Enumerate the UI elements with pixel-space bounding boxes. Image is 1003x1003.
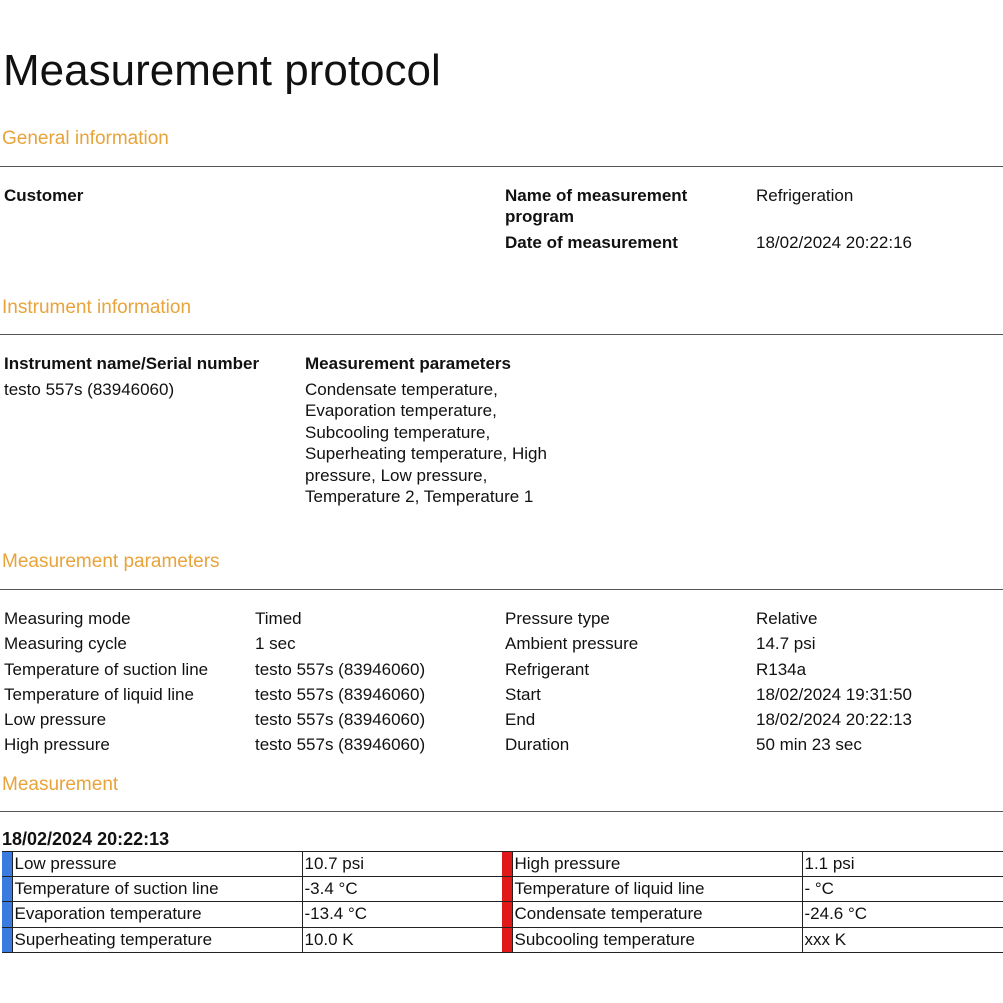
param-value: 18/02/2024 20:22:13 — [756, 710, 912, 730]
param-label: Temperature of suction line — [4, 659, 209, 679]
measurement-value: -13.4 °C — [302, 902, 502, 927]
measurement-value: xxx K — [802, 927, 1003, 952]
param-label: Duration — [505, 735, 570, 755]
measurement-value: 10.0 K — [302, 927, 502, 952]
table-row — [2, 852, 1003, 877]
section-divider — [0, 589, 1003, 590]
measurement-value: - °C — [802, 877, 1003, 902]
section-divider — [0, 166, 1003, 167]
low-side-indicator — [2, 927, 12, 952]
low-side-indicator — [2, 877, 12, 902]
params-left-values — [255, 606, 425, 758]
params-right-labels — [505, 606, 638, 758]
params-left-labels — [4, 606, 208, 758]
high-side-indicator — [502, 852, 512, 877]
measurement-label: Superheating temperature — [12, 927, 302, 952]
high-side-indicator — [502, 877, 512, 902]
table-row — [2, 927, 1003, 952]
measurement-datetime: 18/02/2024 20:22:13 — [2, 829, 170, 849]
measurement-value: 1.1 psi — [802, 852, 1003, 877]
customer-label: Customer — [4, 186, 84, 205]
measurement-value: 10.7 psi — [302, 852, 502, 877]
measurement-label: Low pressure — [12, 852, 302, 877]
param-value: 50 min 23 sec — [756, 735, 862, 755]
measurement-label: Evaporation temperature — [12, 902, 302, 927]
param-value: Timed — [255, 609, 302, 628]
table-row — [2, 877, 1003, 902]
param-label: Start — [505, 684, 541, 704]
measurement-label: High pressure — [512, 852, 802, 877]
page-title: Measurement protocol — [3, 46, 441, 95]
program-name-label: Name of measurement program — [505, 186, 688, 226]
section-heading-general: General information — [2, 128, 169, 149]
param-label: Ambient pressure — [505, 634, 639, 654]
measurement-label: Subcooling temperature — [512, 927, 802, 952]
instrument-params-label: Measurement parameters — [305, 354, 511, 373]
section-divider — [0, 811, 1003, 812]
instrument-name-value: testo 557s (83946060) — [4, 380, 175, 399]
instrument-params-value: Condensate temperature, Evaporation temperature, Subcooling temperature, Superheating temperature, High pressure, Low pressure, Temperature 2, Temperature 1 — [305, 380, 547, 507]
param-label: Pressure type — [505, 609, 610, 628]
measurement-label: Temperature of liquid line — [512, 877, 802, 902]
measurement-date-label: Date of measurement — [505, 233, 678, 252]
program-name-value: Refrigeration — [756, 186, 854, 205]
param-label: Measuring cycle — [4, 634, 127, 654]
instrument-name-label: Instrument name/Serial number — [4, 354, 260, 373]
measurement-value: -3.4 °C — [302, 877, 502, 902]
param-value: testo 557s (83946060) — [255, 659, 426, 679]
param-value: 18/02/2024 19:31:50 — [756, 684, 912, 704]
param-label: End — [505, 710, 536, 730]
param-value: testo 557s (83946060) — [255, 735, 426, 755]
low-side-indicator — [2, 902, 12, 927]
param-label: High pressure — [4, 735, 110, 755]
measurement-value: -24.6 °C — [802, 902, 1003, 927]
params-right-values — [756, 606, 912, 758]
param-value: Relative — [756, 609, 818, 628]
measurement-label: Condensate temperature — [512, 902, 802, 927]
measurement-table — [2, 851, 1003, 953]
section-heading-params: Measurement parameters — [2, 551, 220, 572]
param-value: testo 557s (83946060) — [255, 710, 426, 730]
table-row — [2, 902, 1003, 927]
measurement-date-value: 18/02/2024 20:22:16 — [756, 233, 912, 252]
measurement-label: Temperature of suction line — [12, 877, 302, 902]
param-value: testo 557s (83946060) — [255, 684, 426, 704]
section-heading-instrument: Instrument information — [2, 297, 192, 318]
section-heading-measurement: Measurement — [2, 774, 119, 795]
high-side-indicator — [502, 927, 512, 952]
high-side-indicator — [502, 902, 512, 927]
param-value: 14.7 psi — [756, 634, 816, 654]
section-divider — [0, 334, 1003, 335]
param-label: Measuring mode — [4, 609, 131, 628]
param-label: Low pressure — [4, 710, 107, 730]
param-label: Temperature of liquid line — [4, 684, 194, 704]
low-side-indicator — [2, 852, 12, 877]
param-value: 1 sec — [255, 634, 296, 654]
param-value: R134a — [756, 659, 807, 679]
param-label: Refrigerant — [505, 659, 590, 679]
